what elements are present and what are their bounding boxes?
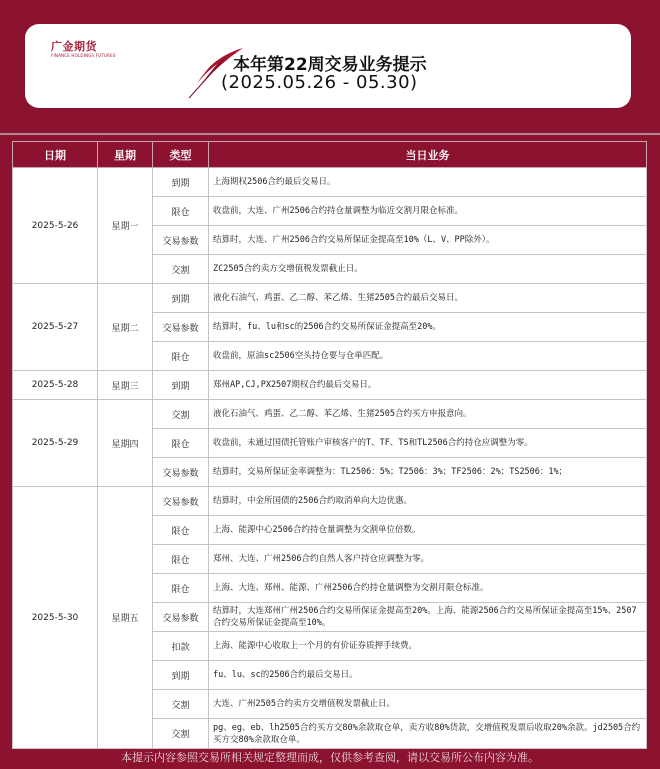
table-row bbox=[13, 400, 647, 429]
description-cell: 结算时，大连、广州2506合约交易所保证金提高至10%（L、V、PP除外）。 bbox=[209, 226, 647, 255]
type-cell: 限仓 bbox=[153, 197, 209, 226]
type-cell: 交易参数 bbox=[153, 603, 209, 632]
description-cell: 结算时，fu、lu和sc的2506合约交易所保证金提高至20%。 bbox=[209, 313, 647, 342]
date-cell: 2025-5-27 bbox=[13, 284, 98, 371]
type-cell: 限仓 bbox=[153, 429, 209, 458]
date-cell: 2025-5-26 bbox=[13, 168, 98, 284]
weekday-cell: 星期五 bbox=[98, 487, 153, 749]
page-title: 本年第22周交易业务提示 bbox=[233, 55, 427, 75]
description-cell: ZC2505合约卖方交增值税发票截止日。 bbox=[209, 255, 647, 284]
type-cell: 限仓 bbox=[153, 516, 209, 545]
description-cell: 收盘前，大连、广州2506合约持仓量调整为临近交割月限仓标准。 bbox=[209, 197, 647, 226]
type-cell: 限仓 bbox=[153, 342, 209, 371]
type-cell: 到期 bbox=[153, 371, 209, 400]
column-header-weekday: 星期 bbox=[98, 142, 153, 168]
type-cell: 交易参数 bbox=[153, 226, 209, 255]
date-cell: 2025-5-30 bbox=[13, 487, 98, 749]
type-cell: 交割 bbox=[153, 690, 209, 719]
column-header-date: 日期 bbox=[13, 142, 98, 168]
type-cell: 交易参数 bbox=[153, 313, 209, 342]
weekday-cell: 星期一 bbox=[98, 168, 153, 284]
company-logo: 广金期货 bbox=[51, 40, 97, 53]
description-cell: 上海期权2506合约最后交易日。 bbox=[209, 168, 647, 197]
date-range-subtitle: (2025.05.26 - 05.30) bbox=[221, 72, 418, 93]
description-cell: 收盘前，原油sc2506空头持仓要与仓单匹配。 bbox=[209, 342, 647, 371]
type-cell: 扣款 bbox=[153, 632, 209, 661]
column-header-type: 类型 bbox=[153, 142, 209, 168]
description-cell: pg、eg、eb、lh2505合约买方交80%余款取仓单，卖方收80%货款，交增值税发票后收取20%余款。jd2505合约买方交80%余款取仓单。 bbox=[209, 719, 647, 749]
type-cell: 到期 bbox=[153, 661, 209, 690]
description-cell: 郑州AP,CJ,PX2507期权合约最后交易日。 bbox=[209, 371, 647, 400]
type-cell: 交易参数 bbox=[153, 487, 209, 516]
description-cell: fu、lu、sc的2506合约最后交易日。 bbox=[209, 661, 647, 690]
type-cell: 交割 bbox=[153, 400, 209, 429]
column-header-business: 当日业务 bbox=[209, 142, 647, 168]
description-cell: 收盘前，未通过国债托管账户审核客户的T、TF、TS和TL2506合约持仓应调整为零。 bbox=[209, 429, 647, 458]
company-logo-subtext: FINANCE HOLDINGS FUTURES bbox=[51, 53, 116, 58]
description-cell: 结算时，大连郑州广州2506合约交易所保证金提高至20%。上海、能源2506合约交易所保证金提高至15%、2507合约交易所保证金提高至10%。 bbox=[209, 603, 647, 632]
type-cell: 交易参数 bbox=[153, 458, 209, 487]
description-cell: 上海、大连、郑州、能源、广州2506合约持仓量调整为交割月限仓标准。 bbox=[209, 574, 647, 603]
table-row bbox=[13, 371, 647, 400]
type-cell: 交割 bbox=[153, 255, 209, 284]
table-header-row bbox=[13, 142, 647, 168]
description-cell: 液化石油气、鸡蛋、乙二醇、苯乙烯、生猪2505合约买方申报意向。 bbox=[209, 400, 647, 429]
divider bbox=[0, 133, 660, 135]
weekday-cell: 星期四 bbox=[98, 400, 153, 487]
description-cell: 结算时，交易所保证金率调整为：TL2506：5%；T2506：3%；TF2506：2%；TS2506：1%； bbox=[209, 458, 647, 487]
type-cell: 限仓 bbox=[153, 545, 209, 574]
description-cell: 上海、能源中心收取上一个月的有价证券质押手续费。 bbox=[209, 632, 647, 661]
description-cell: 液化石油气、鸡蛋、乙二醇、苯乙烯、生猪2505合约最后交易日。 bbox=[209, 284, 647, 313]
table-row bbox=[13, 168, 647, 197]
type-cell: 到期 bbox=[153, 284, 209, 313]
description-cell: 大连、广州2505合约卖方交增值税发票截止日。 bbox=[209, 690, 647, 719]
table-row bbox=[13, 487, 647, 516]
description-cell: 郑州、大连、广州2506合约自然人客户持仓应调整为零。 bbox=[209, 545, 647, 574]
type-cell: 交割 bbox=[153, 719, 209, 749]
table-row bbox=[13, 284, 647, 313]
header-card bbox=[25, 24, 631, 108]
description-cell: 结算时，中金所国债的2506合约取消单向大边优惠。 bbox=[209, 487, 647, 516]
type-cell: 限仓 bbox=[153, 574, 209, 603]
date-cell: 2025-5-28 bbox=[13, 371, 98, 400]
disclaimer-footer: 本提示内容参照交易所相关规定整理而成，仅供参考查阅，请以交易所公布内容为准。 bbox=[121, 751, 539, 764]
business-schedule-table bbox=[12, 141, 647, 749]
type-cell: 到期 bbox=[153, 168, 209, 197]
weekday-cell: 星期三 bbox=[98, 371, 153, 400]
weekday-cell: 星期二 bbox=[98, 284, 153, 371]
date-cell: 2025-5-29 bbox=[13, 400, 98, 487]
description-cell: 上海、能源中心2506合约持仓量调整为交割单位倍数。 bbox=[209, 516, 647, 545]
